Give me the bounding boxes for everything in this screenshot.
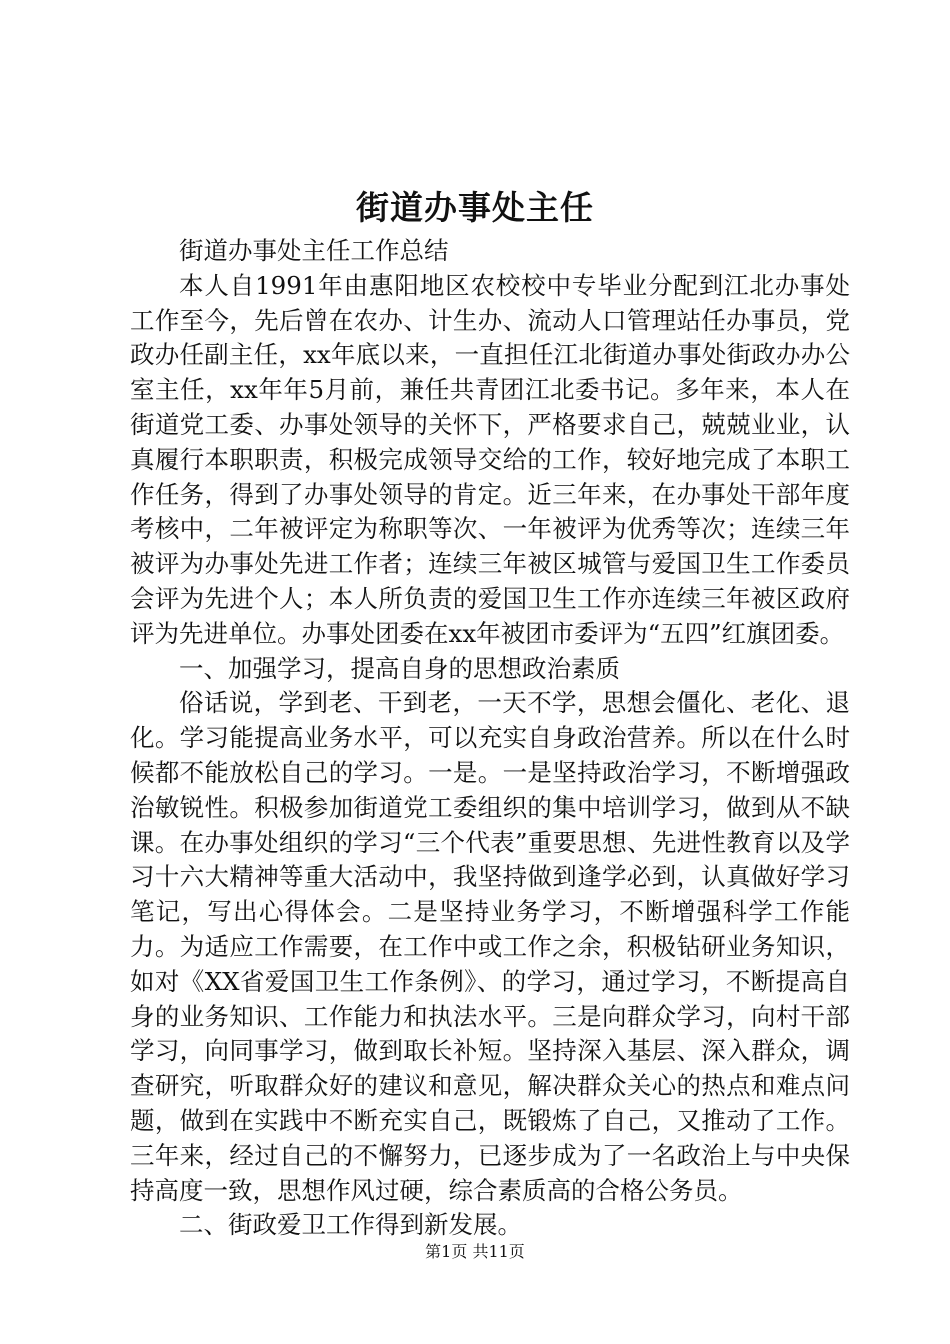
- paragraph-study: 俗话说，学到老、干到老，一天不学，思想会僵化、老化、退化。学习能提高业务水平，可以充实自身政治营养。所以在什么时候都不能放松自己的学习。一是。一是坚持政治学习，不断增强政治敏锐性。积极参加街道党工委组织的集中培训学习，做到从不缺课。在办事处组织的学习“三个代表”重要思想、先进性教育以及学习十六大精神等重大活动中，我坚持做到逢学必到，认真做好学习笔记，写出心得体会。二是坚持业务学习，不断增强科学工作能力。为适应工作需要，在工作中或工作之余，积极钻研业务知识，如对《XX省爱国卫生工作条例》、的学习，通过学习，不断提高自身的业务知识、工作能力和执法水平。三是向群众学习，向村干部学习，向同事学习，做到取长补短。坚持深入基层、深入群众，调查研究，听取群众好的建议和意见，解决群众关心的热点和难点问题，做到在实践中不断充实自己，既锻炼了自己，又推动了工作。三年来，经过自己的不懈努力，已逐步成为了一名政治上与中央保持高度一致，思想作风过硬，综合素质高的合格公务员。: [130, 688, 850, 1205]
- page-footer: 第1页 共11页: [425, 1242, 525, 1261]
- document-title: 街道办事处主任: [356, 188, 594, 227]
- paragraph-subtitle: 街道办事处主任工作总结: [179, 236, 449, 265]
- document-body: [130, 234, 850, 1243]
- section-heading-1: 一、加强学习，提高自身的思想政治素质: [179, 653, 620, 683]
- section-heading-2: 二、街政爱卫工作得到新发展。: [179, 1210, 522, 1240]
- paragraph-intro: 本人自1991年由惠阳地区农校校中专毕业分配到江北办事处工作至今，先后曾在农办、计生办、流动人口管理站任办事员，党政办任副主任，xx年底以来，一直担任江北街道办事处街政办办公室主任，xx年年5月前，兼任共青团江北委书记。多年来，本人在街道党工委、办事处领导的关怀下，严格要求自己，兢兢业业，认真履行本职职责，积极完成领导交给的工作，较好地完成了本职工作任务，得到了办事处领导的肯定。近三年来，在办事处干部年度考核中，二年被评定为称职等次、一年被评为优秀等次；连续三年被评为办事处先进工作者；连续三年被区城管与爱国卫生工作委员会评为先进个人；本人所负责的爱国卫生工作亦连续三年被区政府评为先进单位。办事处团委在xx年被团市委评为“五四”红旗团委。: [130, 270, 850, 648]
